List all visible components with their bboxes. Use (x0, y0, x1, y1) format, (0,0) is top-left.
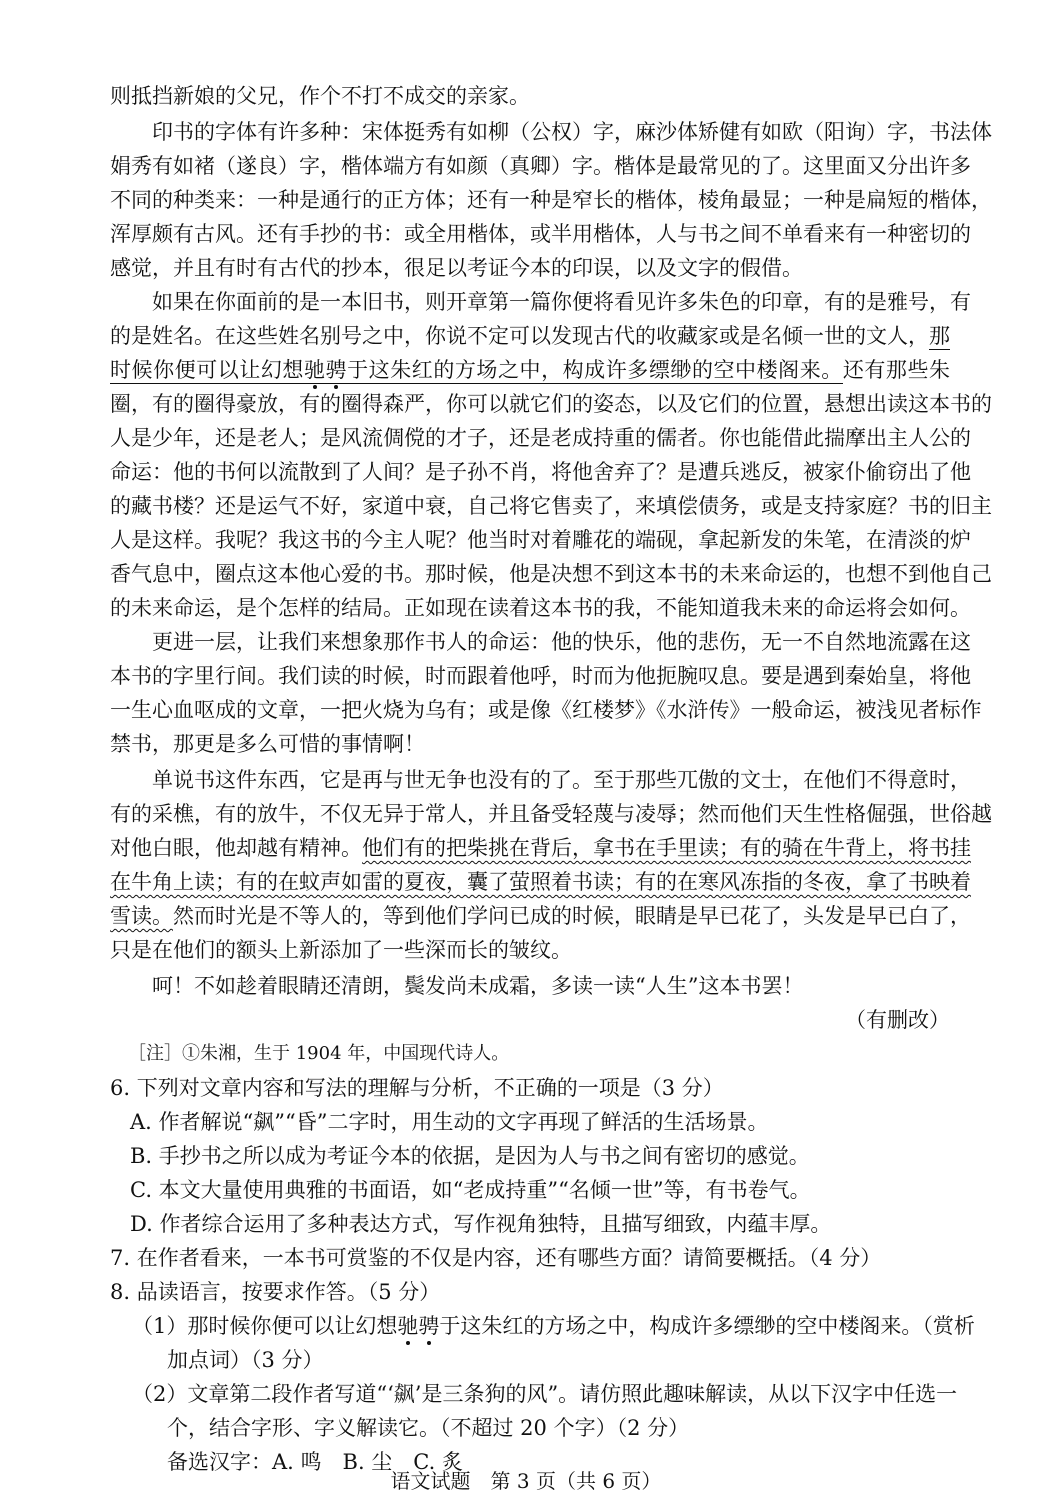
wavy-underlined-text: 雪读。 (110, 904, 173, 928)
page-footer: 语文试题 第 3 页（共 6 页） (390, 1469, 662, 1493)
text-line: 人是少年，还是老人；是风流倜傥的才子，还是老成持重的儒者。你也能借此揣摩出主人公的 (110, 426, 971, 450)
text-line: 更进一层，让我们来想象那作书人的命运：他的快乐，他的悲伤，无一不自然地流露在这 (152, 630, 971, 654)
option-c: C. 本文大量使用典雅的书面语，如“老成持重”“名倾一世”等，有书卷气。 (130, 1178, 811, 1202)
dotted-char: 骋 (325, 358, 348, 382)
text-line: 单说书这件东西，它是再与世无争也没有的了。至于那些兀傲的文士，在他们不得意时， (152, 768, 971, 792)
text-line: 娟秀有如褚（遂良）字，楷体端方有如颜（真卿）字。楷体是最常见的了。这里面又分出许多 (110, 154, 971, 178)
text-span: 时候你便可以让幻想 (110, 358, 304, 382)
option-b: B. 手抄书之所以成为考证今本的依据，是因为人与书之间有密切的感觉。 (130, 1144, 810, 1168)
text-line: 本书的字里行间。我们读的时候，时而跟着他呼，时而为他扼腕叹息。要是遇到秦始皇，将他 (110, 664, 971, 688)
text-line: 感觉，并且有时有古代的抄本，很足以考证今本的印误，以及文字的假借。 (110, 256, 803, 280)
text-line: 的未来命运，是个怎样的结局。正如现在读着这本书的我，不能知道我未来的命运将会如何。 (110, 596, 971, 620)
dotted-char: 骋 (418, 1314, 440, 1338)
text-span: 于这朱红的方场之中，构成许多缥缈的空中楼阁来。（赏析 (439, 1314, 975, 1338)
dotted-char: 驰 (397, 1314, 419, 1338)
text-line: 如果在你面前的是一本旧书，则开章第一篇你便将看见许多朱色的印章，有的是雅号，有 (152, 290, 971, 314)
question-8-1 (132, 1309, 975, 1343)
source-note: （有删改） (845, 1008, 950, 1032)
text-span: 还有那些朱 (842, 358, 951, 382)
text-line: 只是在他们的额头上新添加了一些深而长的皱纹。 (110, 938, 572, 962)
text-line: 一生心血呕成的文章，一把火烧为乌有；或是像《红楼梦》《水浒传》一般命运，被浅见者标作 (110, 698, 982, 722)
text-span: 对他白眼，他却越有精神。 (110, 836, 362, 860)
text-span: 于这朱红的方场之中，构成许多缥缈的空中楼阁来。 (347, 358, 843, 382)
wavy-underlined-text: 他们有的把柴挑在背后，拿书在手里读；有的骑在牛背上，将书挂 (362, 836, 971, 860)
text-line (110, 831, 971, 865)
text-line: 则抵挡新娘的父兄，作个不打不成交的亲家。 (110, 84, 530, 108)
text-line (110, 353, 950, 387)
candidate-characters: 备选汉字：A. 鸣 B. 尘 C. 炙 (167, 1450, 463, 1474)
wavy-underlined-text: 在牛角上读；有的在蚊声如雷的夏夜，囊了萤照着书读；有的在寒风冻指的冬夜，拿了书映着 (110, 870, 971, 894)
question-8-1-cont: 加点词）（3 分） (167, 1348, 324, 1372)
dotted-char: 驰 (303, 358, 326, 382)
text-span: （1）那时候你便可以让幻想 (132, 1314, 398, 1338)
text-line: 禁书，那更是多么可惜的事情啊！ (110, 732, 425, 756)
text-span: 然而时光是不等人的，等到他们学问已成的时候，眼睛是早已花了，头发是早已白了， (173, 904, 971, 928)
text-line (110, 865, 971, 899)
question-8-2: （2）文章第二段作者写道“‘飙’是三条狗的风”。请仿照此趣味解读，从以下汉字中任选一 (132, 1382, 958, 1406)
text-line: 浑厚颇有古风。还有手抄的书：或全用楷体，或半用楷体，人与书之间不单看来有一种密切的 (110, 222, 971, 246)
question-7: 7. 在作者看来，一本书可赏鉴的不仅是内容，还有哪些方面？请简要概括。（4 分） (110, 1246, 882, 1270)
text-line: 有的采樵，有的放牛，不仅无异于常人，并且备受轻蔑与凌辱；然而他们天生性格倔强，世俗越 (110, 802, 992, 826)
option-d: D. 作者综合运用了多种表达方式，写作视角独特，且描写细致，内蕴丰厚。 (130, 1212, 832, 1236)
underlined-text (110, 358, 843, 384)
question-8-2-cont: 个，结合字形、字义解读它。（不超过 20 个字）（2 分） (167, 1416, 690, 1440)
text-line: 香气息中，圈点这本他心爱的书。那时候，他是决想不到这本书的未来命运的，也想不到他自己 (110, 562, 992, 586)
text-line: 圈，有的圈得豪放，有的圈得森严，你可以就它们的姿态，以及它们的位置，悬想出读这本书的 (110, 392, 992, 416)
text-line: 不同的种类来：一种是通行的正方体；还有一种是窄长的楷体，棱角最显；一种是扁短的楷体， (110, 188, 992, 212)
text-line: 人是这样。我呢？我这书的今主人呢？他当时对着雕花的端砚，拿起新发的朱笔，在清淡的炉 (110, 528, 971, 552)
text-line: 的藏书楼？还是运气不好，家道中衰，自己将它售卖了，来填偿债务，或是支持家庭？书的旧主 (110, 494, 992, 518)
question-6: 6. 下列对文章内容和写法的理解与分析，不正确的一项是（3 分） (110, 1076, 724, 1100)
option-a: A. 作者解说“飙”“昏”二字时，用生动的文字再现了鲜活的生活场景。 (130, 1110, 769, 1134)
text-line (110, 899, 971, 933)
underlined-text: 那 (929, 324, 950, 348)
text-line: 呵！不如趁着眼睛还清朗，鬓发尚未成霜，多读一读“人生”这本书罢！ (152, 974, 804, 998)
text-line (110, 319, 950, 353)
text-line: 命运：他的书何以流散到了人间？是子孙不肖，将他舍弃了？是遭兵逃反，被家仆偷窃出了他 (110, 460, 971, 484)
footnote: ［注］①朱湘，生于 1904 年，中国现代诗人。 (128, 1043, 510, 1064)
text-span: 的是姓名。在这些姓名别号之中，你说不定可以发现古代的收藏家或是名倾一世的文人， (110, 324, 929, 348)
text-line: 印书的字体有许多种：宋体挺秀有如柳（公权）字，麻沙体矫健有如欧（阳询）字，书法体 (152, 120, 992, 144)
question-8: 8. 品读语言，按要求作答。（5 分） (110, 1280, 441, 1304)
